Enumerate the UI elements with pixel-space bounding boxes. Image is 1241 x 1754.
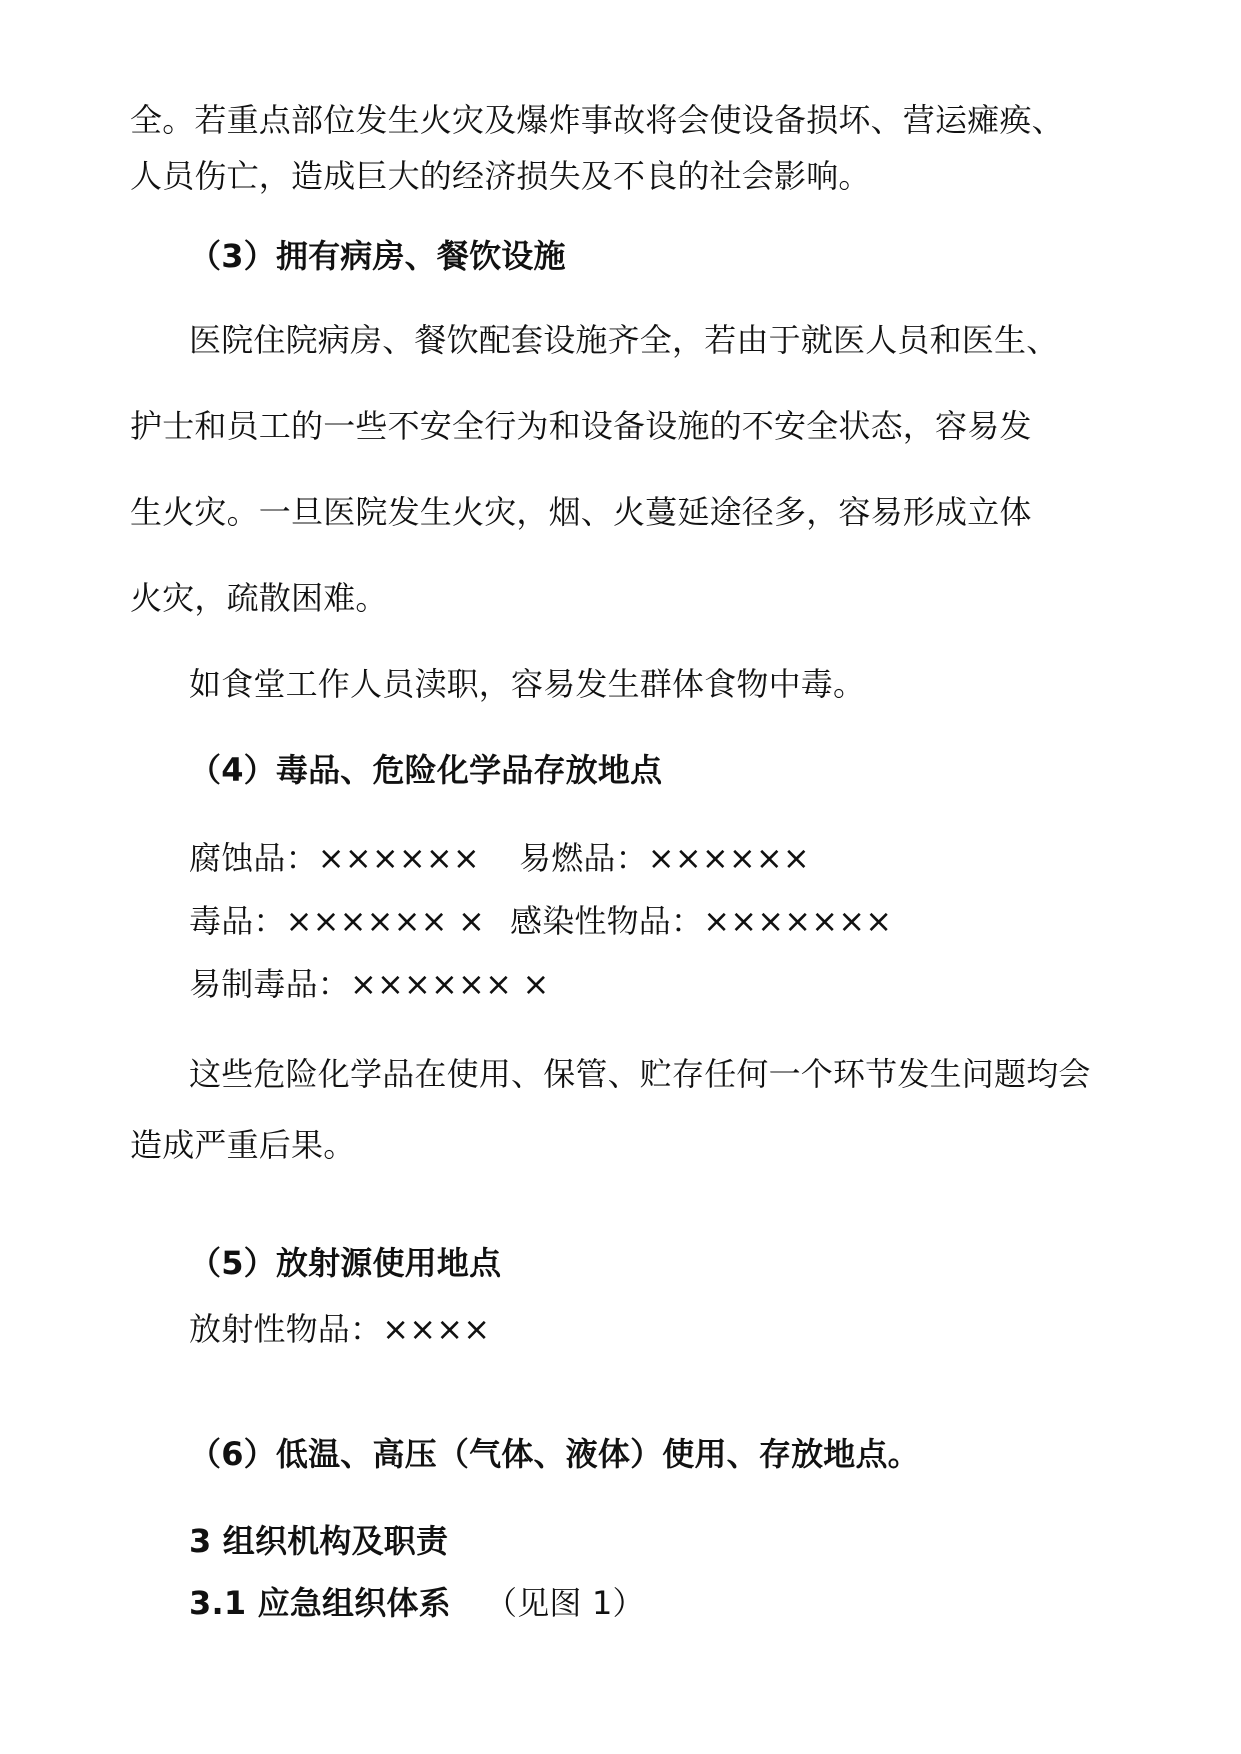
list-item-precursor: 易制毒品：×××××× ×: [189, 965, 550, 1003]
section-heading-6: （6）低温、高压（气体、液体）使用、存放地点。: [189, 1435, 920, 1473]
list-item-flammable: 易燃品：××××××: [519, 839, 810, 877]
paragraph-line: 这些危险化学品在使用、保管、贮存任何一个环节发生问题均会: [189, 1055, 1091, 1093]
chapter-heading-3: 3 组织机构及职责: [189, 1522, 449, 1560]
figure-reference: （见图 1）: [485, 1584, 645, 1622]
paragraph-line: 人员伤亡，造成巨大的经济损失及不良的社会影响。: [130, 157, 871, 195]
list-item-infectious: 感染性物品：×××××××: [510, 902, 893, 940]
section-heading-5: （5）放射源使用地点: [189, 1244, 502, 1282]
list-item-corrosive: 腐蚀品：××××××: [189, 839, 480, 877]
section-heading-3: （3）拥有病房、餐饮设施: [189, 237, 566, 275]
subsection-heading-3-1: 3.1 应急组织体系: [189, 1584, 451, 1622]
list-item-poison: 毒品：×××××× ×: [189, 902, 486, 940]
paragraph-line: 护士和员工的一些不安全行为和设备设施的不安全状态，容易发: [130, 407, 1032, 445]
paragraph-line: 生火灾。一旦医院发生火灾，烟、火蔓延途径多，容易形成立体: [130, 493, 1032, 531]
paragraph-line: 如食堂工作人员渎职，容易发生群体食物中毒。: [189, 665, 866, 703]
paragraph-line: 医院住院病房、餐饮配套设施齐全，若由于就医人员和医生、: [189, 321, 1059, 359]
list-item-radioactive: 放射性物品：××××: [189, 1310, 491, 1348]
paragraph-line: 全。若重点部位发生火灾及爆炸事故将会使设备损坏、营运瘫痪、: [130, 101, 1064, 139]
section-heading-4: （4）毒品、危险化学品存放地点: [189, 751, 663, 789]
paragraph-line: 造成严重后果。: [130, 1126, 356, 1164]
paragraph-line: 火灾，疏散困难。: [130, 579, 388, 617]
